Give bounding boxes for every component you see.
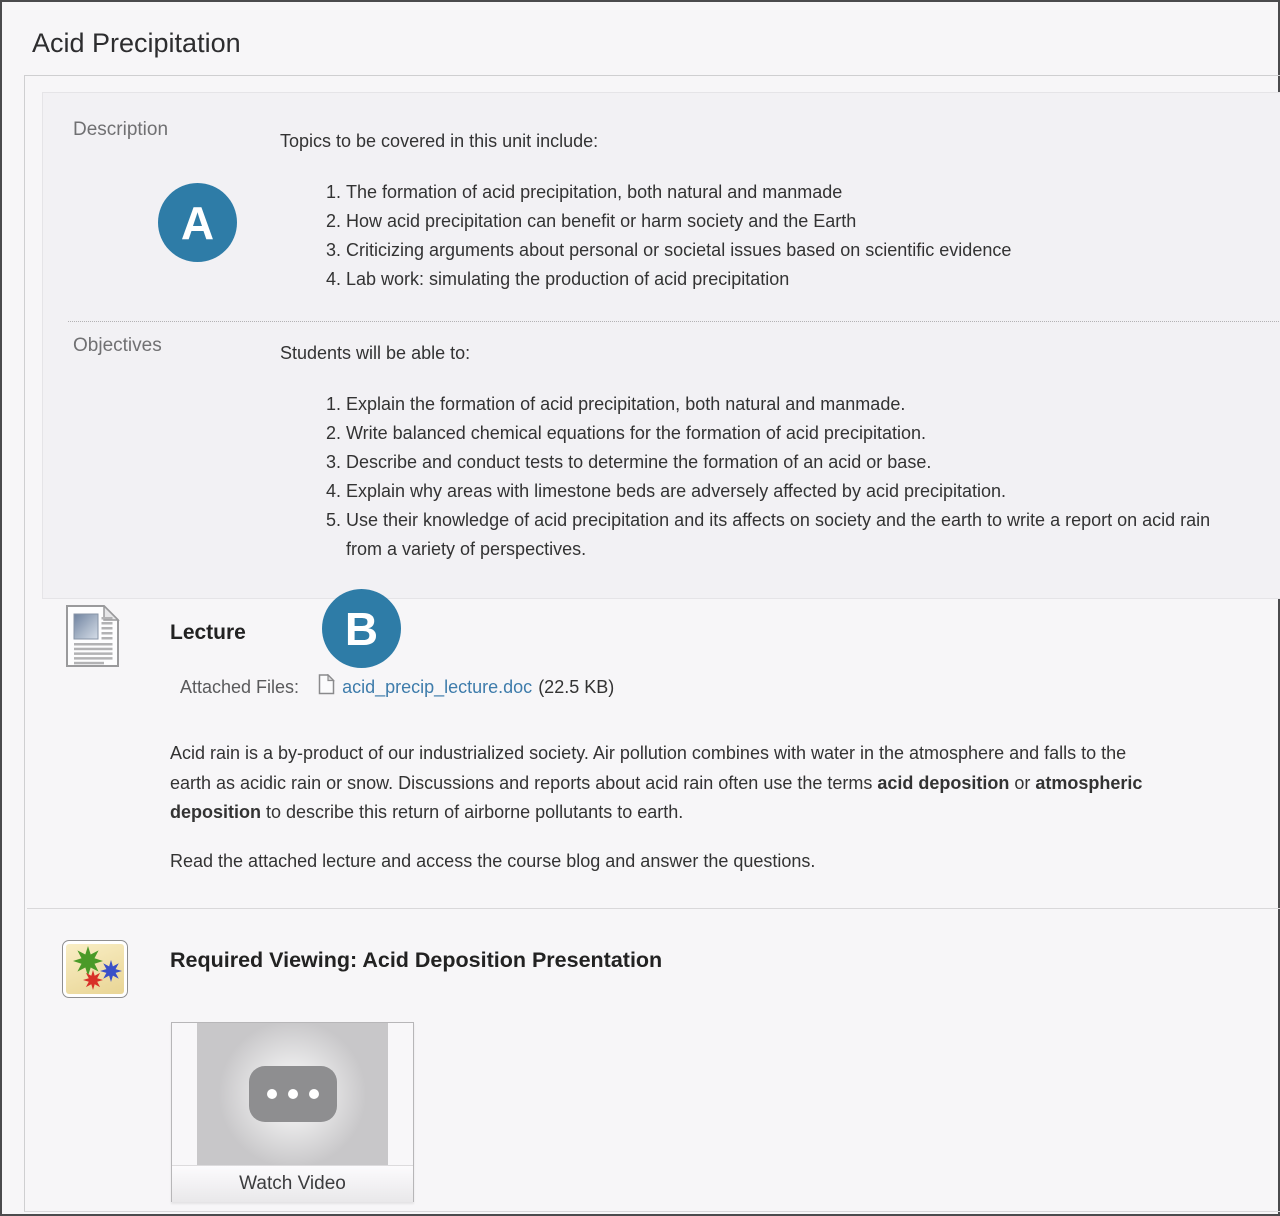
description-label: Description bbox=[73, 119, 169, 140]
lecture-body-text bbox=[170, 739, 1170, 828]
watch-video-thumbnail[interactable] bbox=[171, 1022, 414, 1202]
list-item: 4. Lab work: simulating the production of acid precipitation bbox=[346, 265, 1230, 294]
file-icon bbox=[318, 674, 335, 700]
media-icon-splats bbox=[66, 944, 124, 994]
media-content-icon bbox=[62, 940, 128, 998]
loading-dot bbox=[288, 1089, 298, 1099]
description-content bbox=[280, 93, 1230, 321]
annotation-badge-a: A bbox=[158, 183, 237, 262]
attached-files-label: Attached Files: bbox=[180, 676, 300, 697]
lecture-item-title: Lecture bbox=[170, 621, 246, 644]
objectives-list bbox=[280, 390, 1230, 564]
list-item: 1. The formation of acid precipitation, both natural and manmade bbox=[346, 178, 1230, 207]
watch-video-label[interactable]: Watch Video bbox=[172, 1165, 413, 1202]
term-atmospheric-deposition: atmospheric deposition bbox=[170, 772, 1143, 822]
objectives-intro: Students will be able to: bbox=[280, 343, 471, 363]
lecture-body-conjunction: or bbox=[1009, 772, 1036, 793]
loading-dot bbox=[309, 1089, 319, 1099]
topics-list bbox=[280, 178, 1230, 294]
list-item: 1. Explain the formation of acid precipitation, both natural and manmade. bbox=[346, 390, 1230, 419]
list-item: 2. Write balanced chemical equations for the formation of acid precipitation. bbox=[346, 419, 1230, 448]
annotation-badge-b: B bbox=[322, 589, 401, 668]
lecture-body-start: Acid rain is a by-product of our industrialized society. Air pollution combines with water in the atmosphere and falls to the earth as acidic rain or snow. Discussions and reports about acid rain often use the terms bbox=[170, 743, 1127, 793]
lecture-body-end: to describe this return of airborne pollutants to earth. bbox=[261, 802, 684, 822]
loading-dot bbox=[267, 1089, 277, 1099]
topics-intro: Topics to be covered in this unit include: bbox=[280, 131, 599, 151]
document-icon bbox=[65, 605, 121, 672]
attached-file-link[interactable]: acid_precip_lecture.doc bbox=[342, 676, 533, 697]
objectives-row bbox=[43, 321, 1280, 599]
page-title: Acid Precipitation bbox=[32, 28, 241, 59]
description-objectives-panel bbox=[42, 92, 1280, 599]
objectives-content bbox=[280, 321, 1230, 599]
list-item: 3. Describe and conduct tests to determine the formation of an acid or base. bbox=[346, 448, 1230, 477]
list-item: 2. How acid precipitation can benefit or harm society and the Earth bbox=[346, 207, 1230, 236]
required-viewing-title: Required Viewing: Acid Deposition Presentation bbox=[170, 948, 663, 972]
list-item: 5. Use their knowledge of acid precipitation and its affects on society and the earth to write a report on acid rain from a variety of perspectives. bbox=[346, 506, 1230, 564]
section-dotted-divider bbox=[68, 321, 1280, 322]
lecture-instruction-text: Read the attached lecture and access the course blog and answer the questions. bbox=[170, 851, 816, 871]
term-acid-deposition: acid deposition bbox=[877, 772, 1010, 793]
objectives-label: Objectives bbox=[73, 335, 162, 356]
list-item: 4. Explain why areas with limestone beds are adversely affected by acid precipitation. bbox=[346, 477, 1230, 506]
list-item: 3. Criticizing arguments about personal or societal issues based on scientific evidence bbox=[346, 236, 1230, 265]
video-placeholder-image bbox=[197, 1023, 388, 1165]
content-list-container bbox=[24, 75, 1280, 1212]
video-play-icon bbox=[249, 1066, 337, 1122]
attached-files-row bbox=[180, 674, 614, 700]
attached-file-size: (22.5 KB) bbox=[538, 676, 615, 697]
item-divider bbox=[27, 908, 1280, 909]
